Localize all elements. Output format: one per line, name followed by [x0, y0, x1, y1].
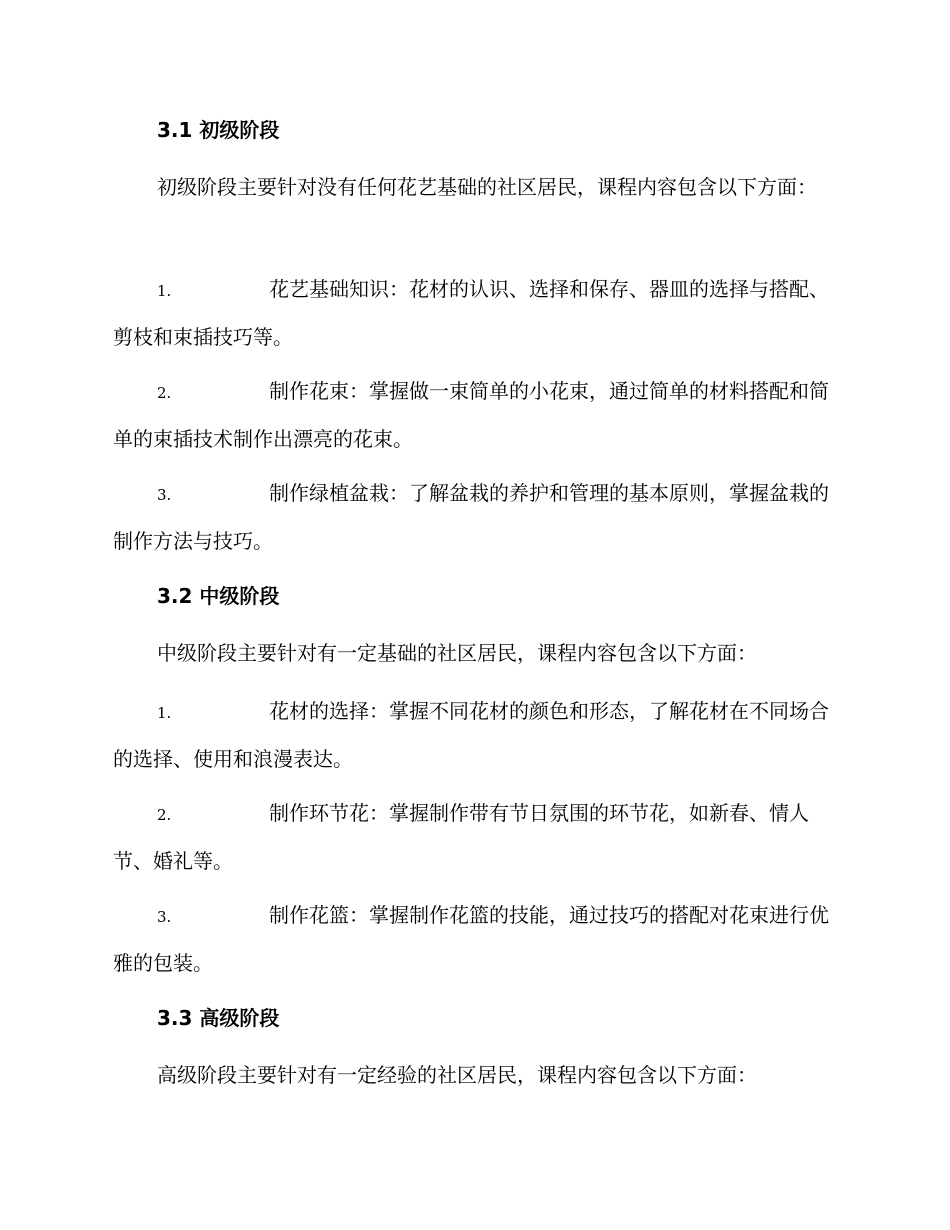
list-item [113, 470, 835, 564]
list-item-number: 3. [157, 486, 172, 504]
list-item [113, 892, 835, 986]
list-item-number: 2. [157, 384, 172, 402]
list-item-text: 制作绿植盆栽：了解盆栽的养护和管理的基本原则，掌握盆栽的制作方法与技巧。 [113, 481, 829, 553]
section-heading-3-3: 3.3 高级阶段 [157, 1006, 280, 1030]
list-item-number: 2. [157, 806, 172, 824]
list-item-number: 1. [157, 704, 172, 722]
section-intro-3-1: 初级阶段主要针对没有任何花艺基础的社区居民，课程内容包含以下方面： [157, 175, 817, 199]
list-item-text: 制作花篮：掌握制作花篮的技能，通过技巧的搭配对花束进行优雅的包装。 [113, 903, 829, 975]
list-item-number: 3. [157, 908, 172, 926]
section-heading-3-1: 3.1 初级阶段 [157, 118, 280, 142]
list-item [113, 368, 835, 462]
list-item-text: 制作环节花：掌握制作带有节日氛围的环节花，如新春、情人节、婚礼等。 [113, 801, 809, 873]
list-item-text: 花材的选择：掌握不同花材的颜色和形态，了解花材在不同场合的选择、使用和浪漫表达。 [113, 699, 829, 771]
list-item-number: 1. [157, 282, 172, 300]
list-item [113, 688, 835, 782]
list-item [113, 266, 835, 360]
list-item [113, 790, 835, 884]
section-heading-3-2: 3.2 中级阶段 [157, 584, 280, 608]
section-intro-3-3: 高级阶段主要针对有一定经验的社区居民，课程内容包含以下方面： [157, 1063, 757, 1087]
list-item-text: 花艺基础知识：花材的认识、选择和保存、器皿的选择与搭配、剪枝和束插技巧等。 [113, 277, 829, 349]
list-item-text: 制作花束：掌握做一束简单的小花束，通过简单的材料搭配和简单的束插技术制作出漂亮的花束。 [113, 379, 829, 451]
section-intro-3-2: 中级阶段主要针对有一定基础的社区居民，课程内容包含以下方面： [157, 641, 757, 665]
